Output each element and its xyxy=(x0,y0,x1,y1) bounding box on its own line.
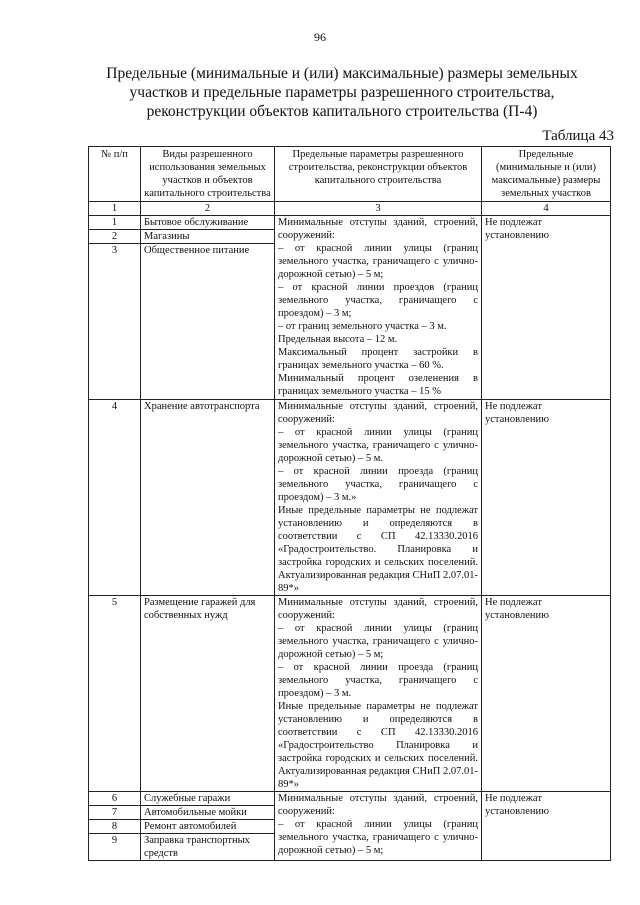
param-line: Минимальные отступы зданий, строений, сооружений: xyxy=(278,217,478,241)
title-line: реконструкции объектов капитального строительства (П-4) xyxy=(146,103,538,120)
header-number: № п/п xyxy=(89,147,141,202)
param-line: – от красной линии проезда (границ земельного участка, граничащего с проездом) – 3 м. xyxy=(278,662,478,699)
table-row xyxy=(89,216,611,230)
header-row xyxy=(89,147,611,202)
use-type-name: Автомобильные мойки xyxy=(141,806,275,820)
plot-size-cell: Не подлежат установлению xyxy=(482,400,611,596)
header-build-params: Предельные параметры разрешенного строительства, реконструкции объектов капитального строительства xyxy=(275,147,482,202)
param-line: Иные предельные параметры не подлежат установлению и определяются в соответствии с СП 42.13330.2016 «Градостроительство Планировка и застройка городских и сельских поселений. Актуализированная редакция СНиП 2.07.01-89*» xyxy=(278,701,478,790)
param-line: Иные предельные параметры не подлежат установлению и определяются в соответствии с СП 42.13330.2016 «Градостроительство. Планировка и застройка городских и сельских поселений. Актуализированная редакция СНиП 2.07.01-89*» xyxy=(278,505,478,594)
use-type-name: Ремонт автомобилей xyxy=(141,820,275,834)
header-plot-size: Предельные (минимальные и (или) максимальные) размеры земельных участков xyxy=(482,147,611,202)
use-type-name: Бытовое обслуживание xyxy=(141,216,275,230)
build-params-cell xyxy=(275,400,482,596)
use-type-name: Заправка транспортных средств xyxy=(141,834,275,861)
row-number: 4 xyxy=(89,400,141,596)
param-line: – от красной линии проезда (границ земельного участка, граничащего с проездом) – 3 м.» xyxy=(278,466,478,503)
table-row xyxy=(89,596,611,792)
table-caption: Таблица 43 xyxy=(542,128,614,144)
row-number: 9 xyxy=(89,834,141,861)
param-line: – от красной линии улицы (границ земельного участка, граничащего с улично-дорожной сетью) – 5 м. xyxy=(278,427,478,464)
plot-size-cell: Не подлежат установлению xyxy=(482,792,611,861)
use-type-name: Хранение автотранспорта xyxy=(141,400,275,596)
row-number: 8 xyxy=(89,820,141,834)
param-line: Предельная высота – 12 м. xyxy=(278,334,398,345)
use-type-name: Общественное питание xyxy=(141,244,275,400)
column-number: 2 xyxy=(141,202,275,216)
use-type-name: Магазины xyxy=(141,230,275,244)
param-line: – от красной линии улицы (границ земельного участка, граничащего с улично-дорожной сетью) – 5 м; xyxy=(278,243,478,280)
param-line: Минимальные отступы зданий, строений, сооружений: xyxy=(278,793,478,817)
use-type-name: Служебные гаражи xyxy=(141,792,275,806)
title-line: участков и предельные параметры разрешенного строительства, xyxy=(129,84,555,101)
param-line: Минимальный процент озеленения в границах земельного участка – 15 % xyxy=(278,373,478,397)
build-params-cell xyxy=(275,596,482,792)
row-number: 3 xyxy=(89,244,141,400)
column-number-row xyxy=(89,202,611,216)
param-line: Минимальные отступы зданий, строений, сооружений: xyxy=(278,401,478,425)
parameters-table xyxy=(88,146,611,861)
page-number: 96 xyxy=(314,30,326,44)
row-number: 1 xyxy=(89,216,141,230)
param-line: – от красной линии улицы (границ земельного участка, граничащего с улично-дорожной сетью) – 5 м; xyxy=(278,623,478,660)
table-row xyxy=(89,400,611,596)
row-number: 5 xyxy=(89,596,141,792)
plot-size-cell: Не подлежат установлению xyxy=(482,596,611,792)
column-number: 1 xyxy=(89,202,141,216)
row-number: 6 xyxy=(89,792,141,806)
row-number: 2 xyxy=(89,230,141,244)
use-type-name: Размещение гаражей для собственных нужд xyxy=(141,596,275,792)
title-line: Предельные (минимальные и (или) максимальные) размеры земельных xyxy=(106,65,578,82)
param-line: Максимальный процент застройки в границах земельного участка – 60 %. xyxy=(278,347,478,371)
param-line: – от красной линии проездов (границ земельного участка, граничащего с проездом) – 3 м; xyxy=(278,282,478,319)
param-line: – от красной линии улицы (границ земельного участка, граничащего с улично-дорожной сетью) – 5 м; xyxy=(278,819,478,856)
row-number: 7 xyxy=(89,806,141,820)
build-params-cell xyxy=(275,216,482,400)
plot-size-cell: Не подлежат установлению xyxy=(482,216,611,400)
param-line: Минимальные отступы зданий, строений, сооружений: xyxy=(278,597,478,621)
table-row xyxy=(89,792,611,806)
build-params-cell xyxy=(275,792,482,861)
document-title xyxy=(92,64,592,121)
column-number: 4 xyxy=(482,202,611,216)
param-line: – от границ земельного участка – 3 м. xyxy=(278,321,447,332)
header-use-type: Виды разрешенного использования земельных участков и объектов капитального строительства xyxy=(141,147,275,202)
column-number: 3 xyxy=(275,202,482,216)
